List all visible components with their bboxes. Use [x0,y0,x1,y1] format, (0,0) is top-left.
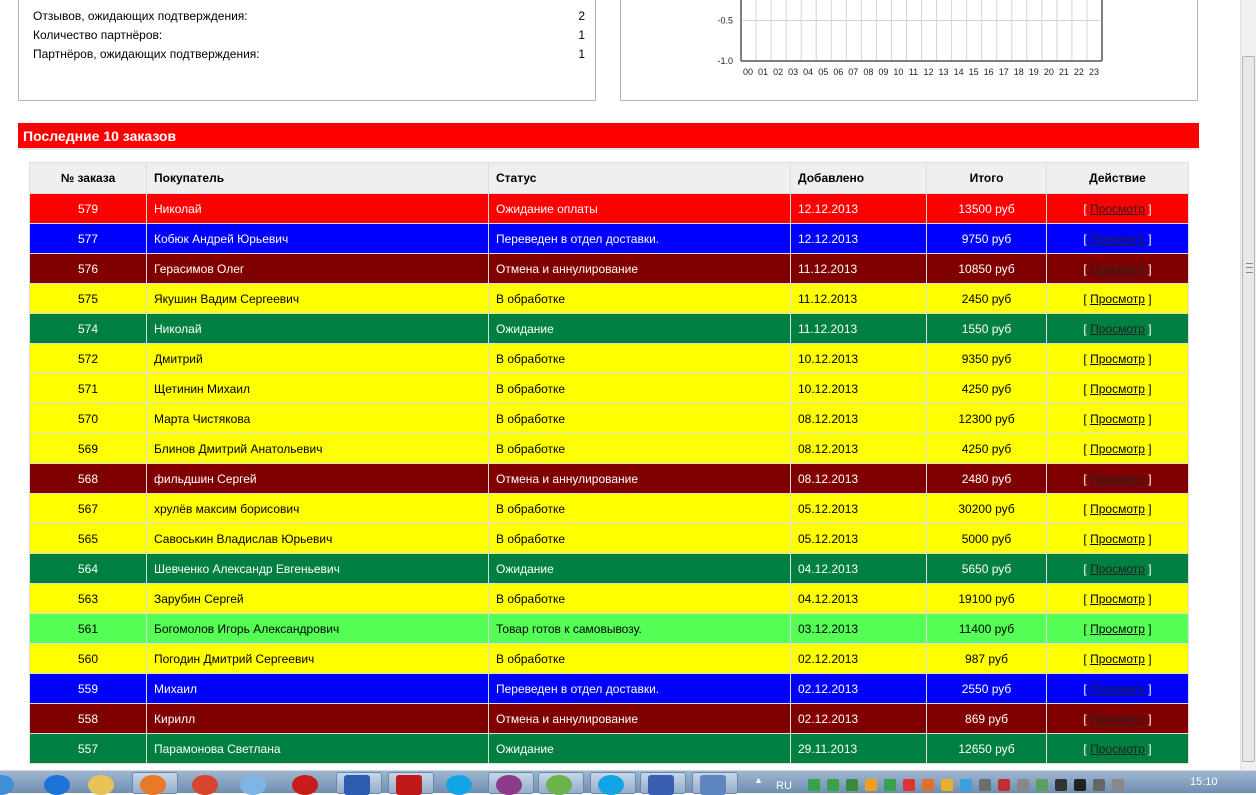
tray-icon[interactable] [1055,779,1067,791]
view-order-link[interactable]: Просмотр [1090,561,1145,576]
section-title: Последние 10 заказов [23,128,177,144]
x-tick-label: 19 [1028,67,1039,77]
column-header-status[interactable]: Статус [489,163,791,194]
bracket: [ [1083,561,1091,576]
order-id-cell: 568 [30,464,147,494]
total-cell: 13500 руб [927,194,1047,224]
customer-cell: Парамонова Светлана [147,734,489,764]
bracket: [ [1083,381,1091,396]
stat-value: 2 [578,9,585,23]
explorer-icon[interactable] [88,775,114,795]
stat-label: Отзывов, ожидающих подтверждения: [33,9,248,23]
customer-cell: Щетинин Михаил [147,374,489,404]
view-order-link[interactable]: Просмотр [1090,621,1145,636]
action-cell [1047,404,1189,434]
order-id-cell: 569 [30,434,147,464]
customer-cell: Погодин Дмитрий Сергеевич [147,644,489,674]
status-cell: В обработке [489,434,791,464]
word-icon[interactable] [344,775,370,795]
firefox-icon[interactable] [140,775,166,795]
bracket: ] [1144,441,1152,456]
total-cell: 2480 руб [927,464,1047,494]
date-cell: 08.12.2013 [791,434,927,464]
action-cell [1047,674,1189,704]
total-cell: 9750 руб [927,224,1047,254]
action-cell [1047,584,1189,614]
x-tick-label: 12 [923,67,934,77]
view-order-link[interactable]: Просмотр [1090,321,1145,336]
order-id-cell: 575 [30,284,147,314]
ie-icon[interactable] [44,775,70,795]
view-order-link[interactable]: Просмотр [1090,681,1145,696]
action-cell [1047,194,1189,224]
customer-cell: Кобюк Андрей Юрьевич [147,224,489,254]
date-cell: 10.12.2013 [791,344,927,374]
date-cell: 08.12.2013 [791,404,927,434]
bracket: [ [1083,291,1091,306]
section-header [18,123,1199,150]
action-cell [1047,554,1189,584]
tray-icon[interactable] [979,779,991,791]
column-header-total[interactable]: Итого [927,163,1047,194]
customer-cell: хрулёв максим борисович [147,494,489,524]
status-cell: Ожидание [489,554,791,584]
y-tick-label: -1.0 [717,56,733,66]
table-row [30,734,1189,764]
customer-cell: Герасимов Олег [147,254,489,284]
date-cell: 11.12.2013 [791,314,927,344]
opera-icon[interactable] [292,775,318,795]
status-cell: В обработке [489,584,791,614]
x-tick-label: 16 [983,67,994,77]
view-order-link[interactable]: Просмотр [1090,501,1145,516]
action-cell [1047,284,1189,314]
action-cell [1047,524,1189,554]
table-row [30,524,1189,554]
y-tick-label: -0.5 [717,15,733,26]
action-cell [1047,344,1189,374]
x-tick-label: 06 [833,67,844,77]
customer-cell: Савоськин Владислав Юрьевич [147,524,489,554]
view-order-link[interactable]: Просмотр [1090,441,1145,456]
date-cell: 08.12.2013 [791,464,927,494]
x-tick-label: 03 [788,67,799,77]
date-cell: 10.12.2013 [791,374,927,404]
total-cell: 19100 руб [927,584,1047,614]
status-cell: Товар готов к самовывозу. [489,614,791,644]
bracket: [ [1083,231,1091,246]
order-id-cell: 571 [30,374,147,404]
bracket: ] [1144,291,1152,306]
windows-taskbar [0,770,1256,793]
bracket: [ [1083,321,1091,336]
bracket: ] [1144,621,1152,636]
total-cell: 9350 руб [927,344,1047,374]
tray-icon[interactable] [827,779,839,791]
table-row [30,644,1189,674]
skype2-icon[interactable] [598,775,624,795]
table-row [30,254,1189,284]
x-tick-label: 09 [878,67,889,77]
customer-cell: Марта Чистякова [147,404,489,434]
total-cell: 12300 руб [927,404,1047,434]
bracket: [ [1083,261,1091,276]
table-row [30,614,1189,644]
customer-cell: Михаил [147,674,489,704]
total-cell: 2450 руб [927,284,1047,314]
status-cell: В обработке [489,374,791,404]
customer-cell: Николай [147,194,489,224]
filezilla-icon[interactable] [396,775,422,795]
skype-icon[interactable] [446,775,472,795]
bracket: [ [1083,441,1091,456]
column-header-customer[interactable]: Покупатель [147,163,489,194]
action-cell [1047,494,1189,524]
notepad-icon[interactable] [546,775,572,795]
bracket: ] [1144,531,1152,546]
order-id-cell: 559 [30,674,147,704]
status-cell: Отмена и аннулирование [489,254,791,284]
bracket: ] [1144,261,1152,276]
bracket: [ [1083,351,1091,366]
view-order-link[interactable]: Просмотр [1090,261,1145,276]
customer-cell: фильдшин Сергей [147,464,489,494]
tray-icon[interactable] [960,779,972,791]
table-row [30,434,1189,464]
customer-cell: Дмитрий [147,344,489,374]
date-cell: 03.12.2013 [791,614,927,644]
x-tick-label: 15 [968,67,979,77]
total-cell: 30200 руб [927,494,1047,524]
status-cell: Переведен в отдел доставки. [489,674,791,704]
date-cell: 12.12.2013 [791,194,927,224]
date-cell: 12.12.2013 [791,224,927,254]
customer-cell: Шевченко Александр Евгеньевич [147,554,489,584]
scrollbar-thumb[interactable] [1242,56,1255,762]
total-cell: 12650 руб [927,734,1047,764]
stat-row [33,7,585,26]
action-cell [1047,374,1189,404]
bracket: ] [1144,231,1152,246]
orders-table [29,162,1189,764]
tray-icon[interactable] [941,779,953,791]
x-tick-label: 21 [1058,67,1069,77]
tray-expand-icon[interactable]: ▲ [754,775,763,785]
table-row [30,374,1189,404]
view-order-link[interactable]: Просмотр [1090,291,1145,306]
bracket: ] [1144,651,1152,666]
order-id-cell: 564 [30,554,147,584]
hourly-chart-panel [620,0,1198,101]
date-cell: 05.12.2013 [791,524,927,554]
tray-icon[interactable] [903,779,915,791]
x-tick-label: 10 [893,67,904,77]
bracket: [ [1083,501,1091,516]
bracket: ] [1144,741,1152,756]
total-cell: 987 руб [927,644,1047,674]
total-cell: 11400 руб [927,614,1047,644]
action-cell [1047,254,1189,284]
column-header-order-id[interactable]: № заказа [30,163,147,194]
x-tick-label: 22 [1073,67,1084,77]
customer-cell: Кирилл [147,704,489,734]
tray-icon[interactable] [922,779,934,791]
stat-row [33,26,585,45]
tray-icon[interactable] [808,779,820,791]
view-order-link[interactable]: Просмотр [1090,591,1145,606]
order-id-cell: 561 [30,614,147,644]
x-tick-label: 20 [1043,67,1054,77]
table-row [30,554,1189,584]
winrar-icon[interactable] [496,775,522,795]
table-row [30,704,1189,734]
status-cell: Ожидание [489,734,791,764]
order-id-cell: 576 [30,254,147,284]
order-id-cell: 558 [30,704,147,734]
stat-label: Количество партнёров: [33,28,163,42]
table-row [30,224,1189,254]
bracket: ] [1144,591,1152,606]
order-id-cell: 572 [30,344,147,374]
vertical-scrollbar[interactable] [1240,0,1256,770]
x-tick-label: 17 [998,67,1009,77]
total-cell: 869 руб [927,704,1047,734]
bracket: [ [1083,681,1091,696]
bracket: [ [1083,621,1091,636]
order-id-cell: 565 [30,524,147,554]
status-cell: Отмена и аннулирование [489,704,791,734]
order-id-cell: 574 [30,314,147,344]
date-cell: 11.12.2013 [791,284,927,314]
customer-cell: Зарубин Сергей [147,584,489,614]
status-cell: В обработке [489,284,791,314]
tray-icon[interactable] [884,779,896,791]
chrome-icon[interactable] [192,775,218,795]
tray-icon[interactable] [1093,779,1105,791]
order-id-cell: 557 [30,734,147,764]
clock[interactable]: 15:10 [1190,776,1218,788]
bracket: ] [1144,351,1152,366]
total-cell: 4250 руб [927,434,1047,464]
date-cell: 02.12.2013 [791,644,927,674]
view-order-link[interactable]: Просмотр [1090,351,1145,366]
tray-icon[interactable] [1112,779,1124,791]
status-cell: В обработке [489,344,791,374]
total-cell: 4250 руб [927,374,1047,404]
x-tick-label: 00 [743,67,754,77]
customer-cell: Блинов Дмитрий Анатольевич [147,434,489,464]
gtalk-icon[interactable] [240,775,266,795]
bracket: [ [1083,741,1091,756]
scrollbar-grip-icon [1246,263,1253,273]
order-id-cell: 567 [30,494,147,524]
tray-icon[interactable] [1036,779,1048,791]
bracket: ] [1144,201,1152,216]
bracket: ] [1144,321,1152,336]
tray-icon[interactable] [846,779,858,791]
status-cell: В обработке [489,524,791,554]
view-order-link[interactable]: Просмотр [1090,651,1145,666]
stat-label: Партнёров, ожидающих подтверждения: [33,47,260,61]
total-cell: 5000 руб [927,524,1047,554]
view-order-link[interactable]: Просмотр [1090,411,1145,426]
table-row [30,314,1189,344]
customer-cell: Николай [147,314,489,344]
statistics-panel [18,0,596,101]
action-cell [1047,434,1189,464]
orders-table-body [30,194,1189,764]
total-cell: 1550 руб [927,314,1047,344]
bracket: [ [1083,201,1091,216]
order-id-cell: 563 [30,584,147,614]
bracket: [ [1083,711,1091,726]
tray-icon[interactable] [1017,779,1029,791]
customer-cell: Богомолов Игорь Александрович [147,614,489,644]
action-cell [1047,314,1189,344]
view-order-link[interactable]: Просмотр [1090,201,1145,216]
x-tick-label: 11 [908,67,919,77]
tray-icon[interactable] [865,779,877,791]
action-cell [1047,464,1189,494]
status-cell: Переведен в отдел доставки. [489,224,791,254]
order-id-cell: 570 [30,404,147,434]
bracket: [ [1083,591,1091,606]
status-cell: Ожидание [489,314,791,344]
tray-icon[interactable] [1074,779,1086,791]
stat-row [33,45,585,64]
date-cell: 11.12.2013 [791,254,927,284]
bracket: [ [1083,411,1091,426]
status-cell: В обработке [489,404,791,434]
x-tick-label: 23 [1088,67,1099,77]
total-cell: 10850 руб [927,254,1047,284]
customer-cell: Якушин Вадим Сергеевич [147,284,489,314]
view-order-link[interactable]: Просмотр [1090,531,1145,546]
date-cell: 29.11.2013 [791,734,927,764]
order-id-cell: 560 [30,644,147,674]
x-tick-label: 02 [773,67,784,77]
bracket: ] [1144,561,1152,576]
view-order-link[interactable]: Просмотр [1090,381,1145,396]
control-panel-icon[interactable] [700,775,726,795]
bracket: ] [1144,501,1152,516]
status-cell: Отмена и аннулирование [489,464,791,494]
date-cell: 04.12.2013 [791,584,927,614]
view-order-link[interactable]: Просмотр [1090,471,1145,486]
language-indicator[interactable]: RU [776,780,792,792]
date-cell: 04.12.2013 [791,554,927,584]
hourly-chart [621,0,1199,101]
table-row [30,284,1189,314]
bracket: ] [1144,681,1152,696]
bracket: ] [1144,711,1152,726]
table-row [30,404,1189,434]
action-cell [1047,614,1189,644]
x-tick-label: 08 [863,67,874,77]
total-cell: 5650 руб [927,554,1047,584]
table-row [30,584,1189,614]
view-order-link[interactable]: Просмотр [1090,741,1145,756]
status-cell: В обработке [489,494,791,524]
x-tick-label: 04 [803,67,814,77]
stat-value: 1 [578,47,585,61]
column-header-action: Действие [1047,163,1189,194]
x-tick-label: 13 [938,67,949,77]
date-cell: 05.12.2013 [791,494,927,524]
order-id-cell: 577 [30,224,147,254]
table-row [30,344,1189,374]
table-row [30,194,1189,224]
bracket: ] [1144,381,1152,396]
table-header-row [30,163,1189,194]
action-cell [1047,644,1189,674]
app-icon[interactable] [648,775,674,795]
tray-icon[interactable] [998,779,1010,791]
x-tick-label: 18 [1013,67,1024,77]
stat-value: 1 [578,28,585,42]
x-tick-label: 14 [953,67,964,77]
column-header-date[interactable]: Добавлено [791,163,927,194]
status-cell: В обработке [489,644,791,674]
action-cell [1047,704,1189,734]
table-row [30,494,1189,524]
x-tick-label: 05 [818,67,829,77]
order-id-cell: 579 [30,194,147,224]
x-tick-label: 01 [758,67,769,77]
action-cell [1047,224,1189,254]
date-cell: 02.12.2013 [791,704,927,734]
x-tick-label: 07 [848,67,859,77]
table-row [30,464,1189,494]
action-cell [1047,734,1189,764]
bracket: ] [1144,471,1152,486]
table-row [30,674,1189,704]
bracket: [ [1083,651,1091,666]
start-button-icon[interactable] [0,775,14,795]
total-cell: 2550 руб [927,674,1047,704]
bracket: [ [1083,471,1091,486]
view-order-link[interactable]: Просмотр [1090,711,1145,726]
view-order-link[interactable]: Просмотр [1090,231,1145,246]
bracket: [ [1083,531,1091,546]
date-cell: 02.12.2013 [791,674,927,704]
status-cell: Ожидание оплаты [489,194,791,224]
bracket: ] [1144,411,1152,426]
